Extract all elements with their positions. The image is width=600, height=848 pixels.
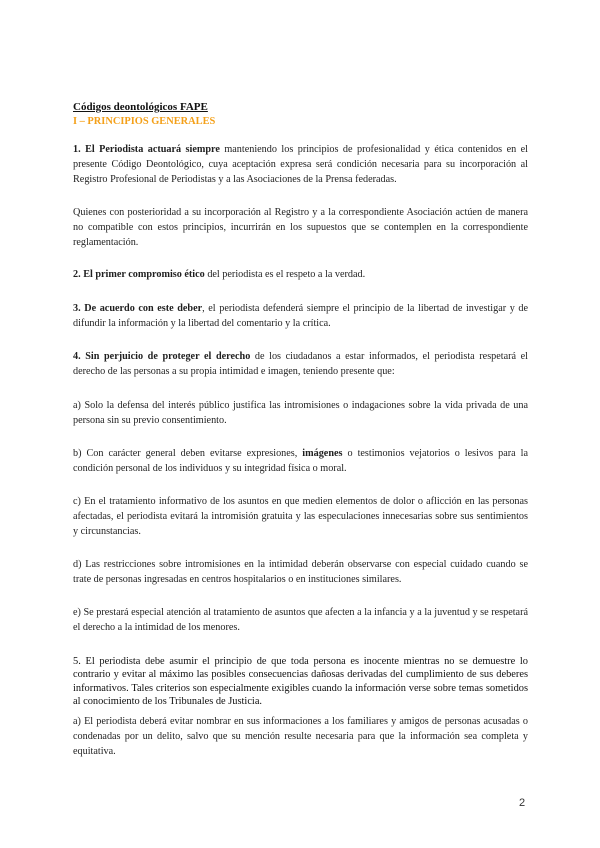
paragraph-4d: d) Las restricciones sobre intromisiones en la intimidad deberán observarse con especial cuidado cuando se trate de personas ingresadas en centros hospitalarios o en instituciones similares.	[73, 559, 528, 585]
paragraph-3-text: , el periodista defenderá siempre el principio de la libertad de investigar y de difundir la información y la libertad del comentario y la crítica.	[73, 303, 529, 329]
paragraph-4b	[73, 447, 528, 477]
paragraph-4a: a) Solo la defensa del interés público justifica las intromisiones o indagaciones sobre la vida privada de una persona sin su previo consentimiento.	[73, 400, 528, 426]
paragraph-3	[73, 302, 528, 332]
paragraph-4c: c) En el tratamiento informativo de los asuntos en que medien elementos de dolor o aflicción en las personas afectadas, el periodista evitará la intromisión gratuita y las especulaciones innecesarias sobre sus sentimientos y circunstancias.	[73, 496, 528, 537]
paragraph-5a: a) El periodista deberá evitar nombrar en sus informaciones a los familiares y amigos de personas acusadas o condenadas por un delito, salvo que su mención resulte necesaria para que la información sea completa y equitativa.	[73, 716, 528, 757]
paragraph-1-lead: 1. El Periodista actuará siempre	[73, 144, 220, 155]
document-title: Códigos deontológicos FAPE	[73, 101, 208, 113]
paragraph-1	[73, 143, 528, 187]
paragraph-4e: e) Se prestará especial atención al tratamiento de asuntos que afecten a la infancia y a la juventud y se respetará el derecho a la intimidad de los menores.	[73, 607, 528, 633]
paragraph-5: 5. El periodista debe asumir el principio de que toda persona es inocente mientras no se demuestre lo contrario y evitar al máximo las posibles consecuencias dañosas derivadas del cumplimiento de sus deberes informativos. Tales criterios son especialmente exigibles cuando la información verse sobre temas sometidos al conocimiento de los Tribunales de Justicia.	[73, 656, 528, 708]
paragraph-4b-post: o testimonios vejatorios o lesivos para la condición personal de los individuos y su integridad física o moral.	[73, 448, 528, 474]
paragraph-4b-bold: imágenes	[302, 448, 343, 459]
paragraph-1-text: manteniendo los principios de profesionalidad y ética contenidos en el presente Código Deontológico, cuya aceptación expresa será condición necesaria para su incorporación al Registro Profesional de Periodistas y a las Asociaciones de la Prensa federadas.	[73, 144, 528, 185]
page-number: 2	[519, 797, 526, 809]
paragraph-1b: Quienes con posterioridad a su incorporación al Registro y a la correspondiente Asociación actúen de manera no compatible con estos principios, incurrirán en los supuestos que se contemplen en la correspondiente reglamentación.	[73, 207, 528, 248]
paragraph-2-lead: 2. El primer compromiso ético	[73, 269, 205, 280]
paragraph-4-text: de los ciudadanos a estar informados, el periodista respetará el derecho de las personas a su propia intimidad e imagen, teniendo presente que:	[73, 351, 528, 377]
section-heading: I – PRINCIPIOS GENERALES	[73, 116, 216, 127]
paragraph-4-lead: 4. Sin perjuicio de proteger el derecho	[73, 351, 251, 362]
paragraph-3-lead: 3. De acuerdo con este deber	[73, 303, 203, 314]
paragraph-4b-pre: b) Con carácter general deben evitarse expresiones,	[73, 448, 303, 459]
paragraph-4	[73, 350, 528, 380]
paragraph-2	[73, 268, 528, 283]
paragraph-2-text: del periodista es el respeto a la verdad.	[204, 269, 366, 280]
